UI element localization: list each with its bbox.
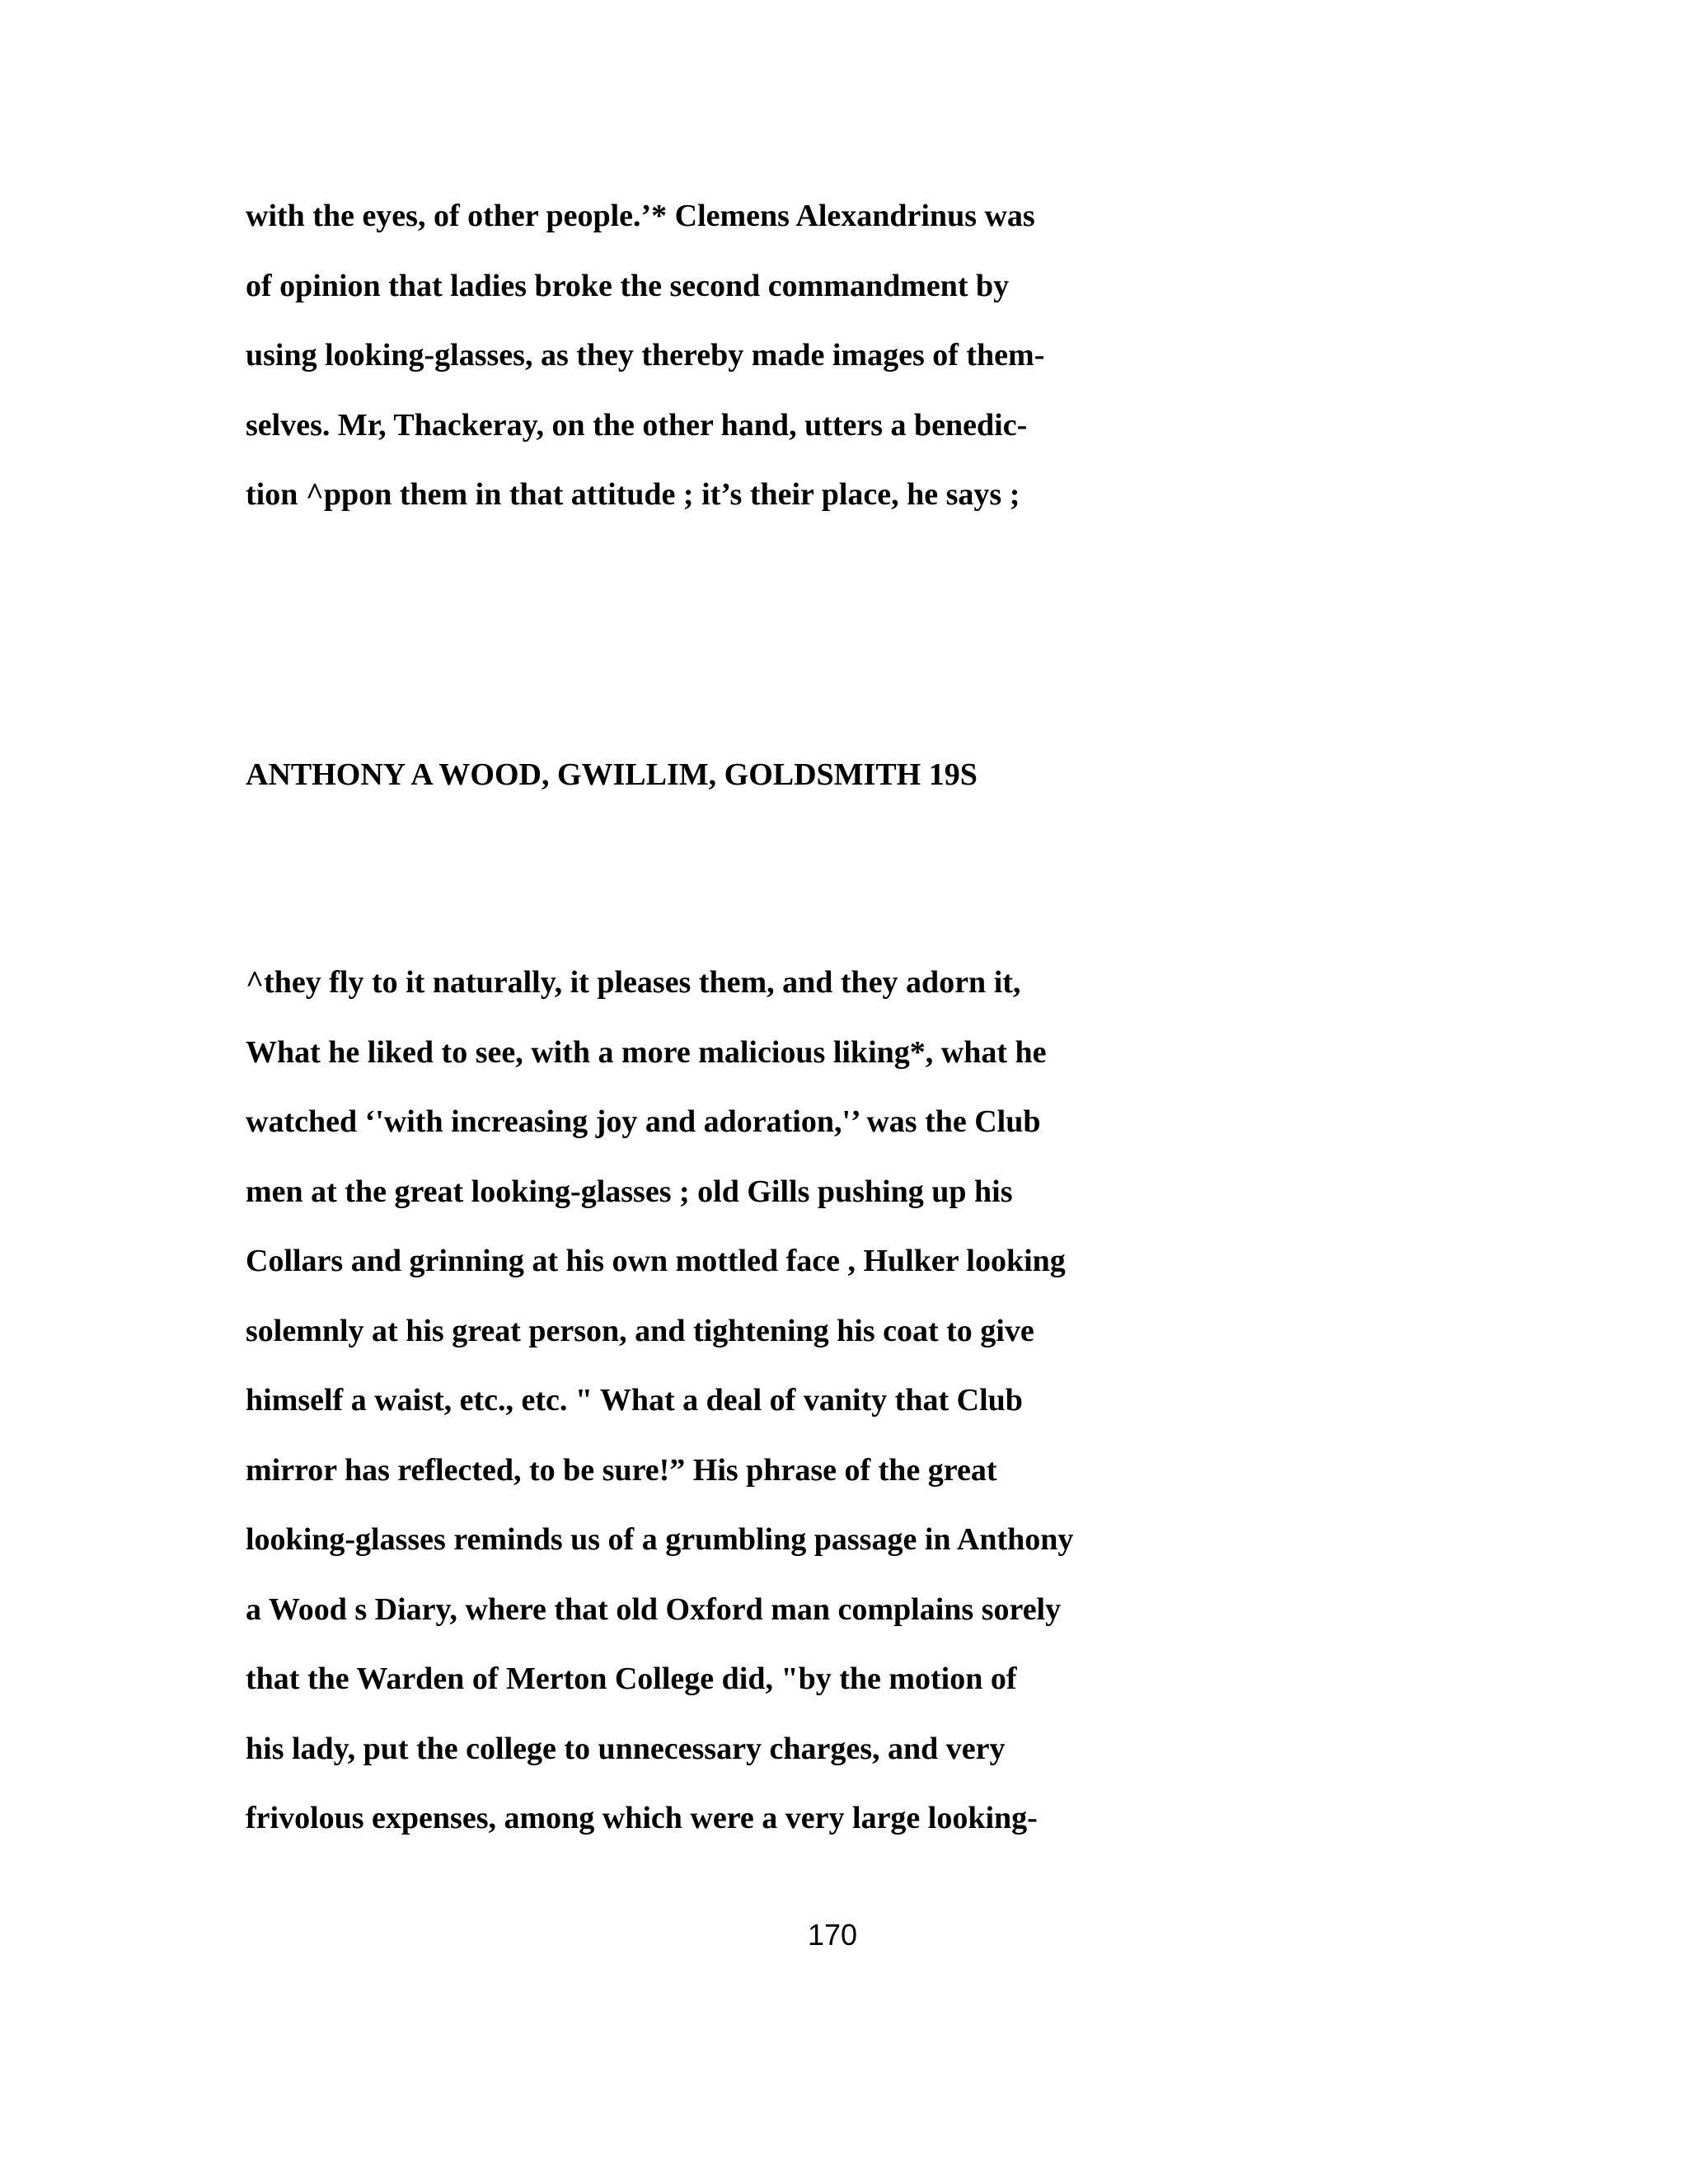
text-line: frivolous expenses, among which were a very large looking- <box>246 1801 1038 1835</box>
text-line: ^they fly to it naturally, it pleases them, and they adorn it, <box>246 965 1021 1000</box>
text-line: his lady, put the college to unnecessary charges, and very <box>246 1731 1006 1766</box>
text-line: looking-glasses reminds us of a grumbling passage in Anthony <box>246 1522 1074 1557</box>
paragraph-2 <box>246 948 1482 1854</box>
text-line: What he liked to see, with a more malicious liking*, what he <box>246 1034 1047 1070</box>
text-line: Collars and grinning at his own mottled face , Hulker looking <box>246 1244 1066 1278</box>
text-line: that the Warden of Merton College did, "by the motion of <box>246 1661 1017 1696</box>
text-line: solemnly at his great person, and tightening his coat to give <box>246 1313 1034 1348</box>
text-line: using looking-glasses, as they thereby made images of them- <box>246 338 1045 373</box>
page-number: 170 <box>807 1918 858 1952</box>
text-line: watched ‘'with increasing joy and adoration,'’ was the Club <box>246 1104 1041 1139</box>
text-line: selves. Mr, Thackeray, on the other hand, utters a benedic- <box>246 407 1028 443</box>
text-line: of opinion that ladies broke the second commandment by <box>246 268 1010 303</box>
paragraph-1 <box>246 181 1482 530</box>
text-line: tion ^ppon them in that attitude ; it’s their place, he says ; <box>246 477 1020 512</box>
text-line: himself a waist, etc., etc. " What a deal of vanity that Club <box>246 1383 1023 1418</box>
running-head: ANTHONY A WOOD, GWILLIM, GOLDSMITH 19S <box>246 757 978 792</box>
text-line: a Wood s Diary, where that old Oxford man complains sorely <box>246 1591 1062 1627</box>
text-line: mirror has reflected, to be sure!” His phrase of the great <box>246 1452 997 1488</box>
text-line: men at the great looking-glasses ; old Gills pushing up his <box>246 1174 1013 1209</box>
text-line: with the eyes, of other people.’* Clemens Alexandrinus was <box>246 199 1035 233</box>
